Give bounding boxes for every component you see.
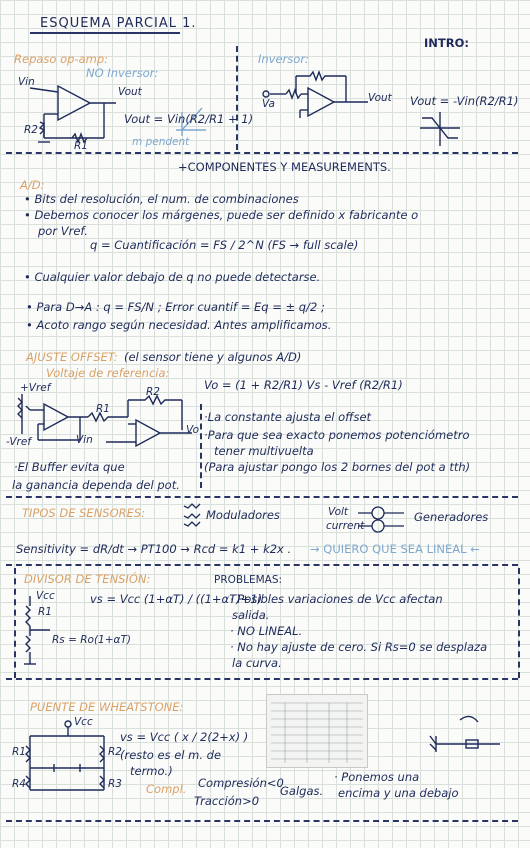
wheatstone-r1-label: R1 — [12, 746, 26, 758]
table-figure-drawing — [267, 695, 367, 767]
current-label: current — [326, 520, 365, 532]
divisor-right-border — [518, 568, 520, 678]
wheatstone-r4-label: R4 — [12, 778, 26, 790]
lineal-note: → QUIERO QUE SEA LINEAL ← — [310, 542, 480, 556]
pasted-table-figure — [266, 694, 368, 768]
offset-heading-note: (el sensor tiene y algunos A/D) — [124, 350, 302, 364]
ad-line-3: por Vref. — [38, 224, 88, 238]
opamp-heading: Repaso op-amp: — [14, 52, 109, 66]
divisor-formula: vs = Vcc (1+αT) / ((1+αT)+1) — [90, 592, 263, 606]
wheatstone-r3-label: R3 — [108, 778, 122, 790]
problema-3b: la curva. — [232, 656, 282, 670]
compl-label: Compl. — [146, 782, 187, 796]
ad-line-1: • Bits del resolución, el num. de combinaciones — [24, 192, 299, 206]
vref-neg-label: -Vref — [6, 436, 32, 448]
vin-label: Vin — [18, 76, 35, 88]
wheatstone-note-2: termo.) — [130, 764, 173, 778]
galgas-label: Galgas. — [280, 784, 324, 798]
offset-divider — [200, 404, 202, 488]
problema-1b: salida. — [232, 608, 270, 622]
ad-line-4: q = Cuantificación = FS / 2^N (FS → full scale) — [90, 238, 359, 252]
wheatstone-heading: PUENTE DE WHEATSTONE: — [30, 700, 184, 714]
ad-line-5: • Cualquier valor debajo de q no puede detectarse. — [24, 270, 321, 284]
vout-label: Vout — [118, 86, 142, 98]
opamp-noninv-symbol — [58, 86, 90, 120]
sensores-heading: TIPOS DE SENSORES: — [22, 506, 146, 520]
offset-note-4: (Para ajustar pongo los 2 bornes del pot a tth) — [204, 460, 471, 474]
pendiente-label: m pendent — [132, 136, 190, 148]
ad-heading: A/D: — [20, 178, 45, 192]
divisor-vcc-label: Vcc — [36, 590, 55, 602]
section-title: +COMPONENTES Y MEASUREMENTS. — [178, 160, 391, 174]
ad-line-7: • Acoto rango según necesidad. Antes amplificamos. — [26, 318, 332, 332]
wheatstone-vcc-label: Vcc — [74, 716, 93, 728]
galgas-note-2: encima y una debajo — [338, 786, 459, 800]
intro-label: INTRO: — [424, 36, 469, 50]
inv-vout-label: Vout — [368, 92, 392, 104]
wheatstone-formula: vs = Vcc ( x / 2(2+x) ) — [120, 730, 249, 744]
section-divider-3 — [6, 564, 518, 566]
offset-vo-label: Vo — [186, 424, 199, 436]
problemas-label: PROBLEMAS: — [214, 574, 283, 586]
section-divider-2 — [6, 496, 518, 498]
offset-heading: AJUSTE OFFSET: — [26, 350, 118, 364]
buffer-note-1: ·El Buffer evita que — [14, 460, 125, 474]
formula-inverting: Vout = -Vin(R2/R1) — [410, 94, 519, 108]
section-divider-1 — [6, 152, 518, 154]
generadores-label: Generadores — [414, 510, 489, 524]
problema-2: · NO LINEAL. — [230, 624, 303, 638]
compresion-label: Compresión<0 — [198, 776, 284, 790]
divisor-rs-label: Rs = Ro(1+αT) — [52, 634, 131, 646]
sensitivity-formula: Sensitivity = dR/dt → PT100 → Rcd = k1 + k2x . — [16, 542, 292, 556]
volt-label: Volt — [328, 506, 349, 518]
ad-line-2: • Debemos conocer los márgenes, puede ser definido x fabricante o — [24, 208, 419, 222]
r2-label: R2 — [24, 124, 38, 136]
vref-pos-label: +Vref — [20, 382, 51, 394]
section-divider-4 — [6, 678, 518, 680]
voltaje-ref-label: Voltaje de referencia: — [46, 366, 170, 380]
main-opamp — [136, 420, 160, 446]
buffer-note-2: la ganancia dependa del pot. — [12, 478, 180, 492]
section-divider-5 — [6, 820, 518, 822]
offset-formula: Vo = (1 + R2/R1) Vs - Vref (R2/R1) — [204, 378, 403, 392]
va-label: Va — [262, 98, 275, 110]
inversor-label: Inversor: — [258, 52, 309, 66]
problema-1: · Posibles variaciones de Vcc afectan — [230, 592, 443, 606]
traccion-label: Tracción>0 — [194, 794, 260, 808]
wheatstone-r2-label: R2 — [108, 746, 122, 758]
formula-noninverting: Vout = Vin(R2/R1 + 1) — [124, 112, 254, 126]
page-title: ESQUEMA PARCIAL 1. — [40, 16, 197, 31]
offset-note-3: tener multivuelta — [214, 444, 314, 458]
offset-r2-label: R2 — [146, 386, 160, 398]
galgas-note-1: · Ponemos una — [334, 770, 420, 784]
divisor-left-border — [14, 568, 16, 678]
divisor-heading: DIVISOR DE TENSIÓN: — [24, 572, 151, 586]
buffer-opamp — [44, 404, 68, 430]
divisor-r1-label: R1 — [38, 606, 52, 618]
r1-label: R1 — [74, 140, 88, 152]
moduladores-label: Moduladores — [206, 508, 280, 522]
offset-vin-label: Vin — [76, 434, 93, 446]
wheatstone-note-1: (resto es el m. de — [120, 748, 222, 762]
offset-r1-label: R1 — [96, 403, 110, 415]
no-inversor-label: NO Inversor: — [86, 66, 159, 80]
opamp-inv-symbol — [308, 88, 334, 116]
ad-line-6: • Para D→A : q = FS/N ; Error cuantif = Eq = ± q/2 ; — [26, 300, 325, 314]
problema-3: · No hay ajuste de cero. Si Rs=0 se desplaza — [230, 640, 488, 654]
offset-note-2: ·Para que sea exacto ponemos potenciómetro — [204, 428, 470, 442]
offset-note-1: ·La constante ajusta el offset — [204, 410, 372, 424]
